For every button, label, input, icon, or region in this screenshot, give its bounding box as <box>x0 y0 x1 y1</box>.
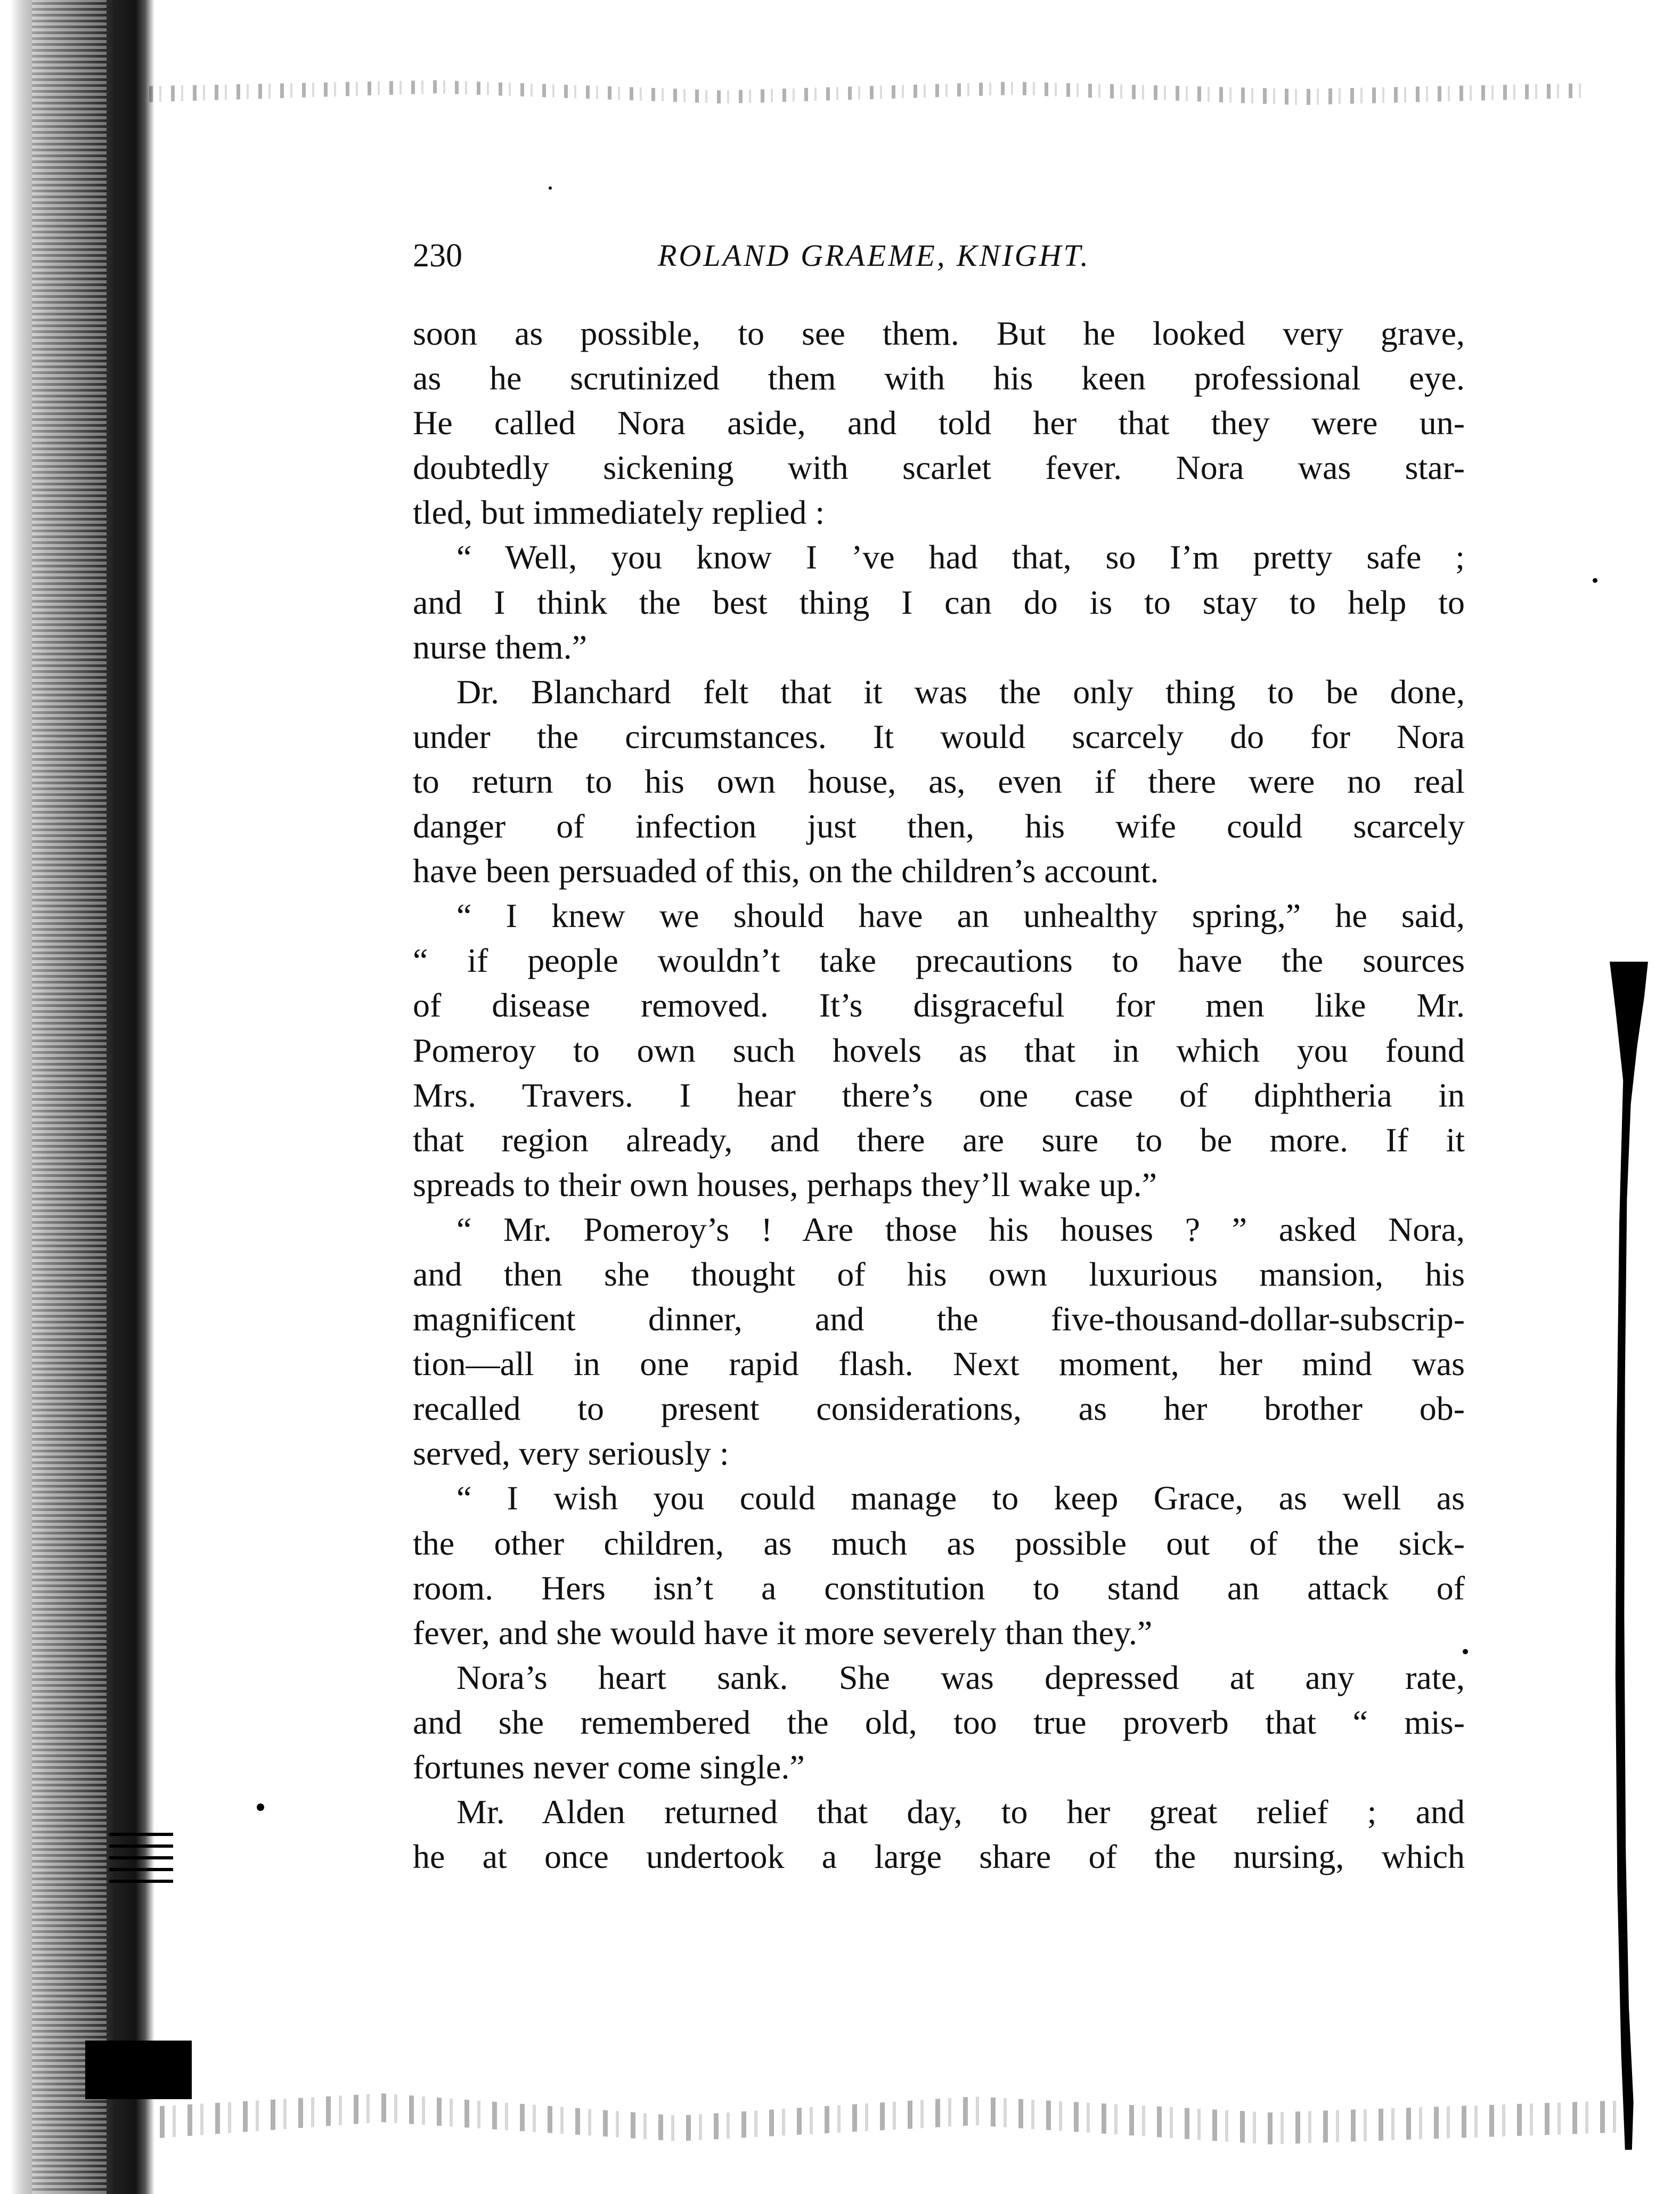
scan-artifact-block <box>85 2041 192 2099</box>
running-title: ROLAND GRAEME, KNIGHT. <box>658 238 1090 273</box>
text-line: “ Well, you know I ’ve had that, so I’m pretty safe ; <box>456 538 1465 576</box>
text-line: and she remembered the old, too true proverb that “ mis- <box>413 1703 1465 1741</box>
scan-shadow-left <box>0 0 154 2194</box>
text-line: magnificent dinner, and the five-thousand-dollar-subscrip- <box>413 1300 1465 1338</box>
text-line: Nora’s heart sank. She was depressed at any rate, <box>456 1658 1465 1696</box>
text-line: Dr. Blanchard felt that it was the only thing to be done, <box>456 672 1465 711</box>
text-line: and I think the best thing I can do is to stay to help to <box>413 583 1465 621</box>
scan-artifact-line <box>109 1880 173 1883</box>
text-line: under the circumstances. It would scarcely do for Nora <box>413 717 1465 755</box>
body-text <box>413 311 1465 1879</box>
text-line: room. Hers isn’t a constitution to stand an attack of <box>413 1569 1465 1607</box>
text-line: doubtedly sickening with scarlet fever. Nora was star- <box>413 449 1465 487</box>
scan-artifact-line <box>109 1844 173 1848</box>
scan-speck <box>1593 578 1597 583</box>
scan-artifact-line <box>109 1833 173 1836</box>
text-line: as he scrutinized them with his keen professional eye. <box>413 359 1465 397</box>
scan-artifact-line <box>109 1856 173 1859</box>
text-line: tled, but immediately replied : <box>413 493 825 532</box>
text-line: tion—all in one rapid flash. Next moment, her mind was <box>413 1345 1465 1383</box>
scan-noise-top <box>149 77 1587 107</box>
text-line: Mr. Alden returned that day, to her great relief ; and <box>456 1793 1465 1831</box>
text-line: nurse them.” <box>413 628 587 666</box>
text-line: he at once undertook a large share of the nursing, which <box>413 1838 1465 1876</box>
text-line: “ Mr. Pomeroy’s ! Are those his houses ? ” asked Nora, <box>456 1210 1465 1248</box>
text-line: “ I wish you could manage to keep Grace, as well as <box>456 1479 1465 1517</box>
running-head <box>413 234 1382 277</box>
text-line: served, very seriously : <box>413 1434 729 1473</box>
text-line: danger of infection just then, his wife could scarcely <box>413 807 1465 846</box>
scan-speck <box>257 1803 264 1811</box>
text-line: that region already, and there are sure to be more. If it <box>413 1120 1465 1159</box>
page-number: 230 <box>413 238 462 274</box>
scan-noise-bottom <box>160 2081 1641 2144</box>
scan-shadow-right <box>1610 962 1648 2150</box>
text-line: Pomeroy to own such hovels as that in which you found <box>413 1031 1465 1069</box>
text-line: of disease removed. It’s disgraceful for men like Mr. <box>413 986 1465 1025</box>
text-line: fortunes never come single.” <box>413 1748 805 1786</box>
text-line: He called Nora aside, and told her that they were un- <box>413 404 1465 442</box>
text-line: have been persuaded of this, on the children’s account. <box>413 852 1159 890</box>
text-line: fever, and she would have it more severely than they.” <box>413 1613 1153 1652</box>
text-line: to return to his own house, as, even if there were no real <box>413 762 1465 800</box>
text-line: and then she thought of his own luxurious mansion, his <box>413 1255 1465 1293</box>
text-line: spreads to their own houses, perhaps they’ll wake up.” <box>413 1165 1157 1204</box>
scan-artifact-line <box>109 1868 173 1871</box>
text-line: the other children, as much as possible out of the sick- <box>413 1524 1465 1562</box>
scan-speck <box>549 186 552 190</box>
text-line: “ I knew we should have an unhealthy spring,” he said, <box>456 897 1465 935</box>
text-line: Mrs. Travers. I hear there’s one case of diphtheria in <box>413 1076 1465 1114</box>
text-line: recalled to present considerations, as her brother ob- <box>413 1389 1465 1428</box>
text-line: “ if people wouldn’t take precautions to have the sources <box>413 941 1465 980</box>
text-line: soon as possible, to see them. But he looked very grave, <box>413 314 1465 352</box>
